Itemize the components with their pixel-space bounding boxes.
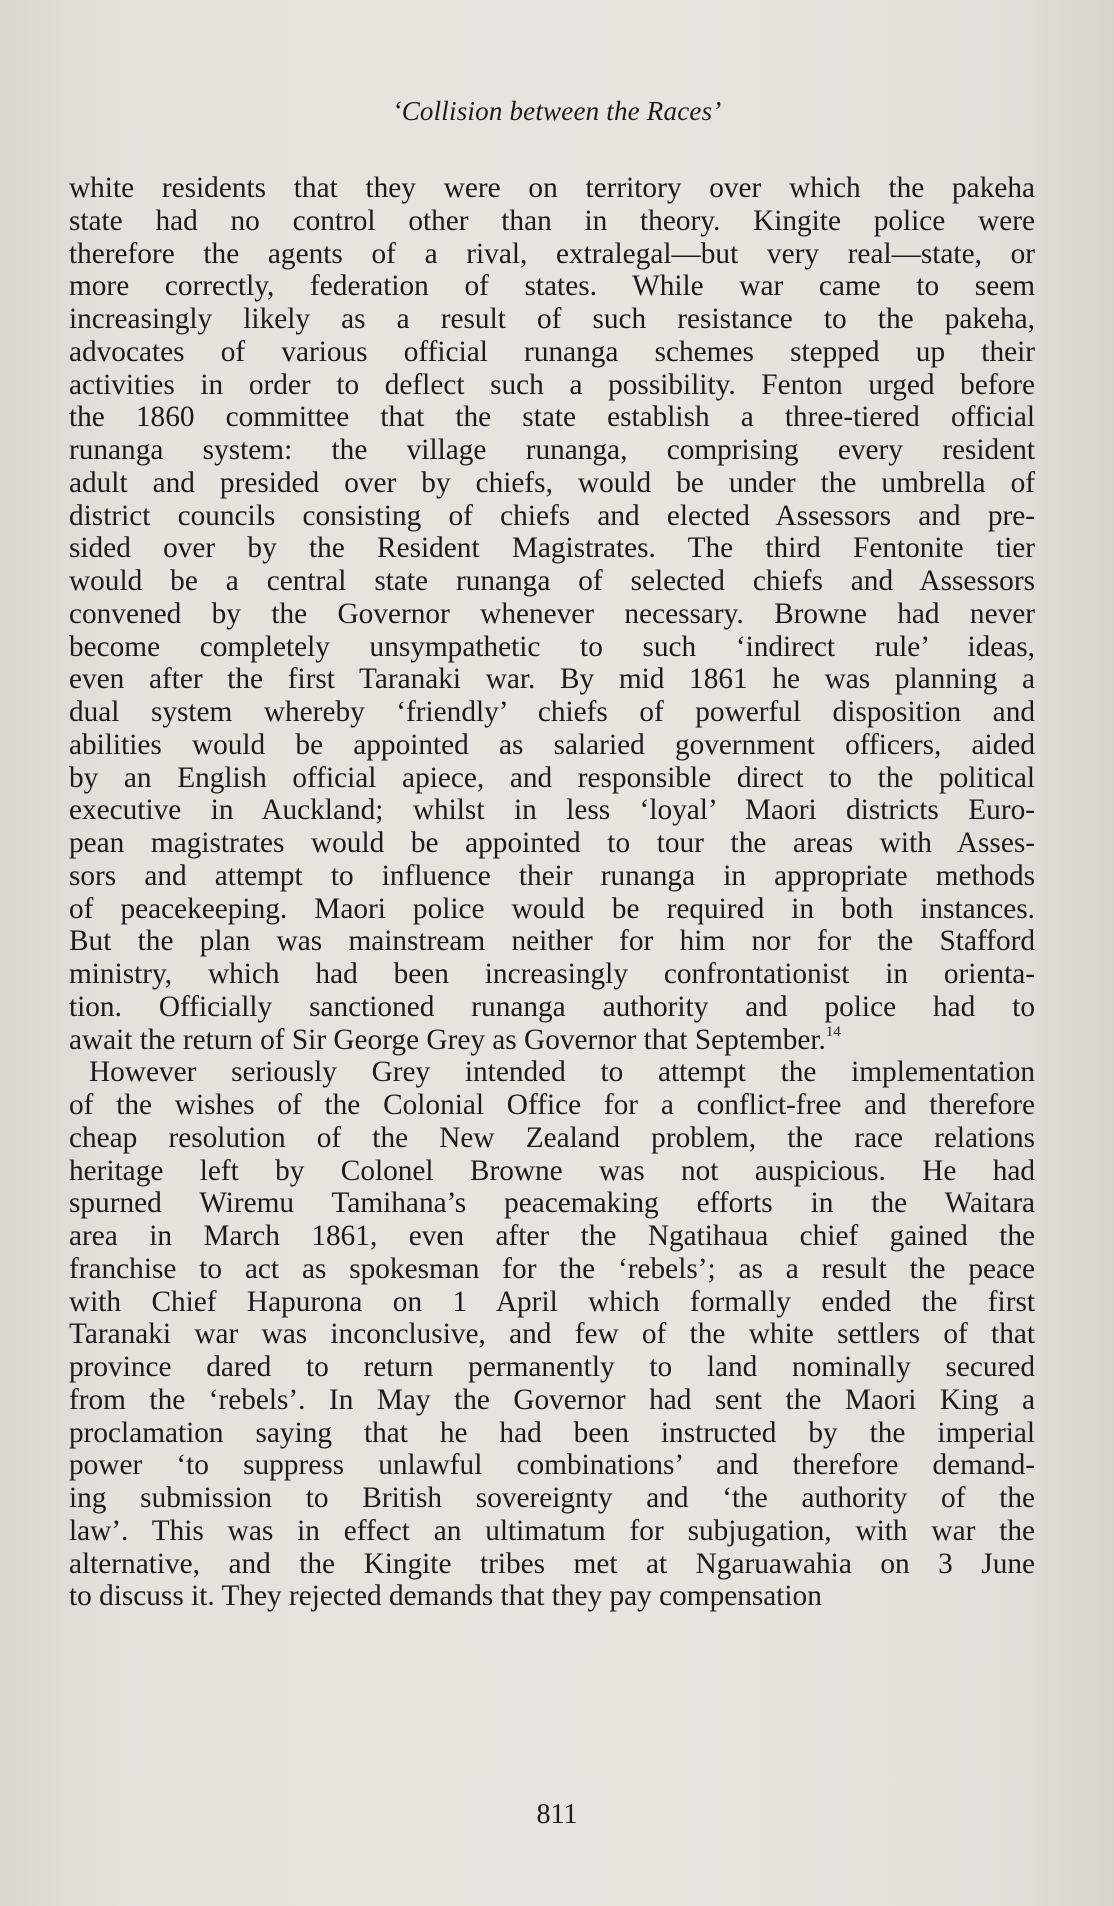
- text-line: proclamation saying that he had been instructed by the imperial: [69, 1416, 1035, 1449]
- text-line: law’. This was in effect an ultimatum for subjugation, with war the: [69, 1514, 1035, 1547]
- text-line: dual system whereby ‘friendly’ chiefs of powerful disposition and: [69, 696, 1035, 728]
- text-line: therefore the agents of a rival, extralegal—but very real—state, or: [69, 237, 1035, 270]
- text-line: province dared to return permanently to land nominally secured: [69, 1351, 1035, 1383]
- text-line: ing submission to British sovereignty and ‘the authority of the: [69, 1482, 1035, 1514]
- text-line: Taranaki war was inconclusive, and few of the white settlers of that: [69, 1318, 1035, 1351]
- text-line: activities in order to deflect such a possibility. Fenton urged before: [69, 368, 1035, 401]
- paragraph: [69, 1056, 1035, 1613]
- text-line: runanga system: the village runanga, comprising every resident: [69, 434, 1035, 466]
- text-line: white residents that they were on territory over which the pakeha: [69, 172, 1035, 204]
- text-line: alternative, and the Kingite tribes met at Ngaruawahia on 3 June: [69, 1547, 1035, 1580]
- text-line: sided over by the Resident Magistrates. The third Fentonite tier: [69, 532, 1035, 565]
- text-line: However seriously Grey intended to attempt the implementation: [89, 1056, 1035, 1089]
- text-line-content: await the return of Sir George Grey as Governor that September.: [69, 1023, 826, 1056]
- text-line: the 1860 committee that the state establish a three-tiered official: [69, 401, 1035, 434]
- text-line: to discuss it. They rejected demands that they pay compensation: [69, 1580, 822, 1613]
- text-line: But the plan was mainstream neither for him nor for the Stafford: [69, 925, 1035, 958]
- text-line: district councils consisting of chiefs and elected Assessors and pre-: [69, 499, 1035, 532]
- page-number: 811: [536, 1799, 578, 1830]
- text-line: by an English official apiece, and responsible direct to the political: [69, 761, 1035, 794]
- text-line: heritage left by Colonel Browne was not auspicious. He had: [69, 1154, 1035, 1187]
- text-line: convened by the Governor whenever necessary. Browne had never: [69, 597, 1035, 630]
- text-line: ministry, which had been increasingly confrontationist in orienta-: [69, 958, 1035, 990]
- text-line: of the wishes of the Colonial Office for a conflict-free and therefore: [69, 1089, 1035, 1121]
- text-line: from the ‘rebels’. In May the Governor had sent the Maori King a: [69, 1383, 1035, 1416]
- text-line: more correctly, federation of states. While war came to seem: [69, 270, 1035, 303]
- text-line: area in March 1861, even after the Ngatihaua chief gained the: [69, 1220, 1035, 1252]
- text-line: become completely unsympathetic to such ‘indirect rule’ ideas,: [69, 630, 1035, 663]
- text-line: adult and presided over by chiefs, would be under the umbrella of: [69, 466, 1035, 499]
- text-line: franchise to act as spokesman for the ‘rebels’; as a result the peace: [69, 1252, 1035, 1285]
- text-line: executive in Auckland; whilst in less ‘loyal’ Maori districts Euro-: [69, 794, 1035, 827]
- paragraph: [69, 172, 1035, 1056]
- text-line: sors and attempt to influence their runanga in appropriate methods: [69, 859, 1035, 892]
- text-line: advocates of various official runanga schemes stepped up their: [69, 335, 1035, 368]
- footnote-marker[interactable]: 14: [825, 1023, 841, 1040]
- text-line: power ‘to suppress unlawful combinations’ and therefore demand-: [69, 1449, 1035, 1482]
- body-text: [69, 172, 1035, 1613]
- running-head: ‘Collision between the Races’: [392, 96, 722, 126]
- text-line: even after the first Taranaki war. By mid 1861 he was planning a: [69, 663, 1035, 696]
- text-line: cheap resolution of the New Zealand problem, the race relations: [69, 1121, 1035, 1154]
- text-line: abilities would be appointed as salaried government officers, aided: [69, 728, 1035, 761]
- text-line: spurned Wiremu Tamihana’s peacemaking efforts in the Waitara: [69, 1187, 1035, 1220]
- text-line: increasingly likely as a result of such resistance to the pakeha,: [69, 303, 1035, 335]
- text-line: with Chief Hapurona on 1 April which formally ended the first: [69, 1285, 1035, 1318]
- text-line: of peacekeeping. Maori police would be required in both instances.: [69, 892, 1035, 925]
- text-line: would be a central state runanga of selected chiefs and Assessors: [69, 565, 1035, 597]
- text-line: pean magistrates would be appointed to tour the areas with Asses-: [69, 827, 1035, 859]
- text-line: tion. Officially sanctioned runanga authority and police had to: [69, 990, 1035, 1023]
- text-line: state had no control other than in theory. Kingite police were: [69, 204, 1035, 237]
- text-line: [69, 1024, 1035, 1057]
